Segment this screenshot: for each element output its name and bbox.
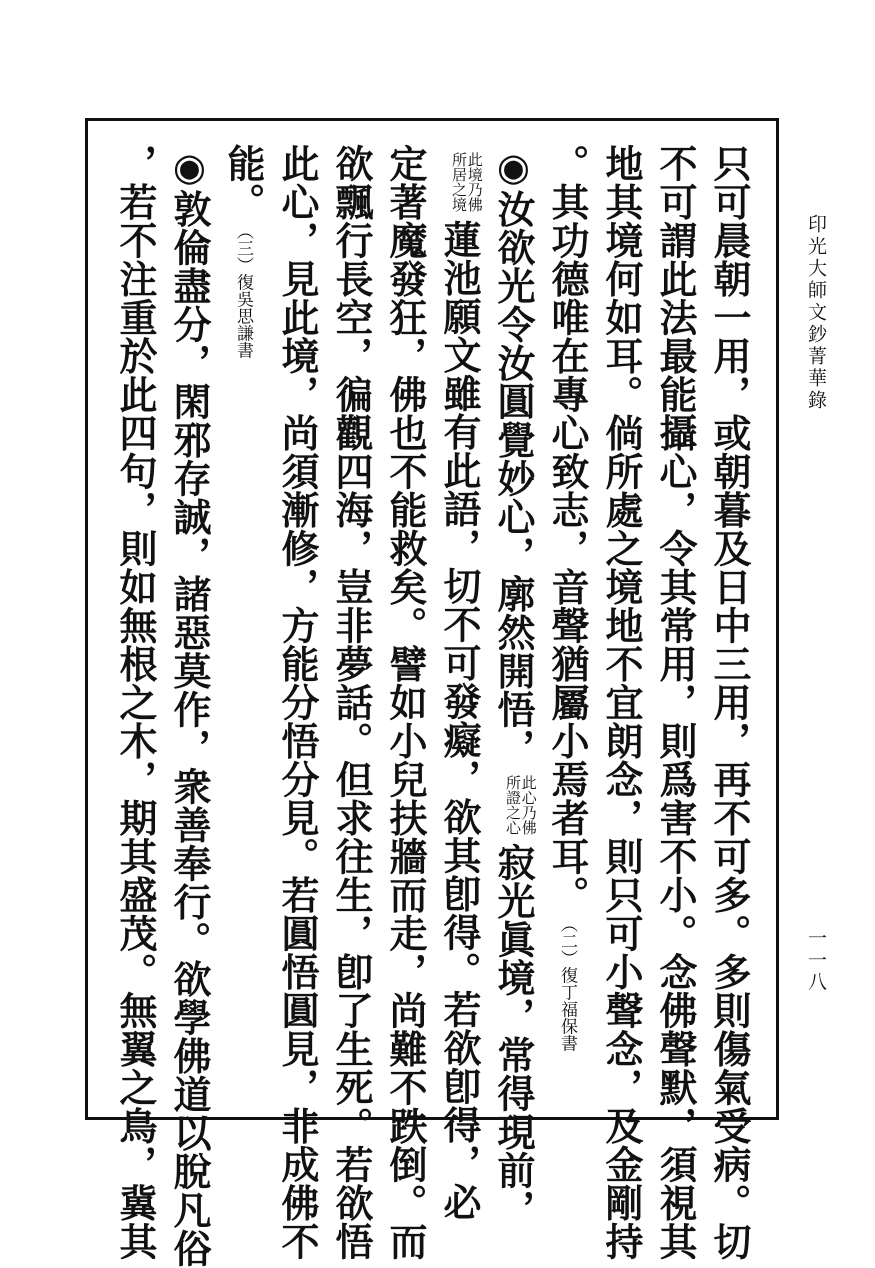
column-text: ，若不注重於此四句，則如無根之木，期其盛茂。無翼之鳥，冀其 xyxy=(113,144,158,1261)
text-column-6 xyxy=(437,144,484,1221)
text-column-2 xyxy=(653,144,698,1261)
column-text: 定著魔發狂，佛也不能救矣。譬如小兒扶牆而走，尚難不跌倒。而 xyxy=(383,144,428,1261)
text-column-3 xyxy=(599,144,644,1261)
column-text: ◉敦倫盡分，閑邪存誠，諸惡莫作，衆善奉行。欲學佛道以脫凡俗 xyxy=(167,144,212,1268)
interlinear-note: 此心乃佛 所證之心 xyxy=(504,775,538,835)
page-number: 一一八 xyxy=(805,928,827,994)
text-column-12 xyxy=(113,144,158,1261)
column-text: 此心，見此境，尚須漸修，方能分悟分見。若圓悟圓見，非成佛不 xyxy=(275,144,320,1261)
text-column-11 xyxy=(167,144,212,1268)
source-reference: （三）復吳思謙書 xyxy=(233,231,253,359)
interlinear-note: 此境乃佛 所居之境 xyxy=(450,152,484,212)
column-text: 欲飄行長空，徧觀四海，豈非夢話。但求往生，卽了生死。若欲悟 xyxy=(329,144,374,1261)
column-text: 不可謂此法最能攝心，令其常用，則爲害不小。念佛聲默，須視其 xyxy=(653,144,698,1261)
column-text: ◉汝欲光令汝圓覺妙心，廓然開悟， xyxy=(491,144,536,767)
column-text: 寂光眞境，常得現前， xyxy=(491,843,536,1228)
column-text: 能。 xyxy=(221,144,266,221)
text-column-1 xyxy=(707,144,752,1261)
text-column-7 xyxy=(383,144,428,1261)
text-column-4 xyxy=(545,144,590,1104)
text-column-10 xyxy=(221,144,266,1104)
source-reference: （二）復丁福保書 xyxy=(557,924,577,1052)
column-text: 。其功德唯在專心致志，音聲猶屬小焉者耳。 xyxy=(545,144,590,914)
book-title: 印光大師文鈔菁華錄 xyxy=(805,214,827,412)
column-text: 地其境何如耳。倘所處之境地不宜朗念，則只可小聲念，及金剛持 xyxy=(599,144,644,1261)
column-text: 蓮池願文雖有此語，切不可發癡，欲其卽得。若欲卽得，必 xyxy=(437,220,482,1221)
text-column-5 xyxy=(491,144,538,1228)
text-column-9 xyxy=(275,144,320,1261)
column-text: 只可晨朝一用，或朝暮及日中三用，再不可多。多則傷氣受病。切 xyxy=(707,144,752,1261)
text-column-8 xyxy=(329,144,374,1261)
